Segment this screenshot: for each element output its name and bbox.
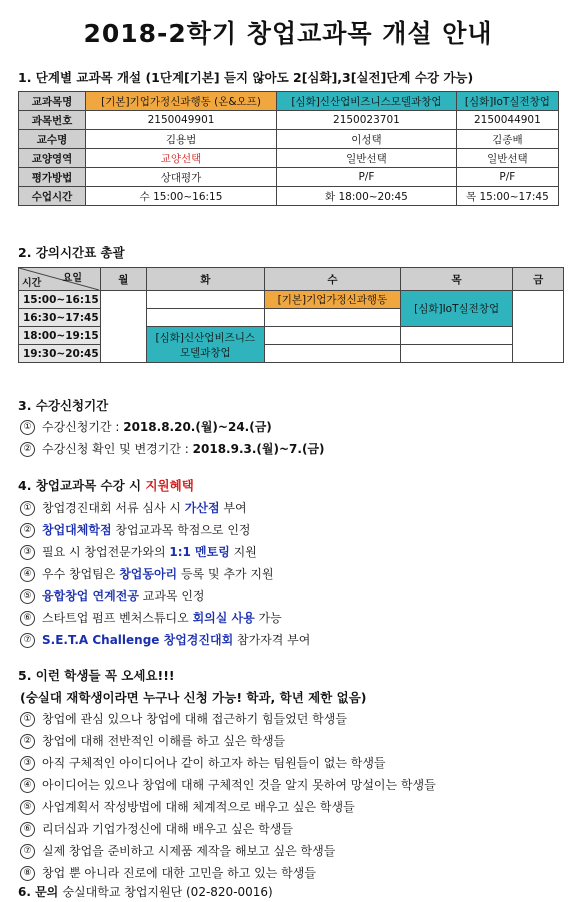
- course-line: [심화]신산업비즈니스: [155, 331, 256, 344]
- table-cell: 교양선택: [86, 149, 277, 168]
- item-text: 스타트업 펌프 벤처스튜디오: [42, 611, 193, 625]
- table-cell: 목 15:00~17:45: [456, 187, 558, 206]
- timetable-corner: [19, 268, 101, 291]
- table-row: [19, 168, 559, 187]
- section3-heading: 3. 수강신청기간: [18, 398, 109, 413]
- thursday-course: [심화]IoT실전창업: [400, 291, 512, 327]
- table-row: [19, 268, 564, 291]
- item-text: 실제 창업을 준비하고 시제품 제작을 해보고 싶은 학생들: [42, 844, 336, 858]
- item-number: ①: [20, 420, 35, 435]
- item-number: ⑦: [20, 844, 35, 859]
- row-label: 수업시간: [19, 187, 86, 206]
- list-item: [20, 587, 205, 604]
- item-highlight: 창업동아리: [119, 567, 178, 581]
- table-cell: 일반선택: [277, 149, 457, 168]
- day-header: 화: [146, 268, 264, 291]
- list-item: [20, 710, 347, 727]
- list-item: [20, 631, 310, 648]
- list-item: [20, 732, 285, 749]
- day-header: 월: [100, 268, 146, 291]
- monday-cell: [100, 291, 146, 363]
- item-number: ④: [20, 778, 35, 793]
- row-label: 과목번호: [19, 111, 86, 130]
- section4-heading: [18, 476, 194, 494]
- item-text: 교과목 인정: [138, 589, 205, 603]
- list-item: [20, 609, 282, 626]
- table-cell: 2150044901: [456, 111, 558, 130]
- row-label: 교과목명: [19, 92, 86, 111]
- item-number: ④: [20, 567, 35, 582]
- table-cell: 상대평가: [86, 168, 277, 187]
- table-cell: 2150049901: [86, 111, 277, 130]
- day-header: 금: [513, 268, 564, 291]
- list-item: [20, 565, 274, 582]
- item-text: 지원: [229, 545, 257, 559]
- table-row: [19, 187, 559, 206]
- course-name-cell: [심화]IoT실전창업: [456, 92, 558, 111]
- time-slot-label: 18:00~19:15: [19, 327, 101, 345]
- contact-info: 숭실대학교 창업지원단 (02-820-0016): [62, 885, 273, 899]
- item-text: 참가자격 부여: [233, 633, 311, 647]
- row-label: 교양영역: [19, 149, 86, 168]
- wednesday-cell: [264, 345, 400, 363]
- heading-text: 6. 문의: [18, 885, 63, 899]
- table-row: [19, 92, 559, 111]
- item-number: ①: [20, 501, 35, 516]
- list-item: [20, 521, 251, 538]
- row-label: 교수명: [19, 130, 86, 149]
- tuesday-cell: [146, 309, 264, 327]
- table-cell: P/F: [277, 168, 457, 187]
- item-highlight: S.E.T.A Challenge 창업경진대회: [42, 633, 234, 647]
- item-highlight: 융합창업 연계전공: [42, 589, 139, 603]
- course-name-cell: [기본]기업가정신과행동 (온&오프): [86, 92, 277, 111]
- thursday-cell: [400, 345, 512, 363]
- item-highlight: 가산점: [184, 501, 220, 515]
- item-label: 수강신청 확인 및 변경기간 :: [42, 442, 193, 456]
- item-text: 창업에 대해 전반적인 이해를 하고 싶은 학생들: [42, 734, 286, 748]
- item-number: ⑤: [20, 800, 35, 815]
- section5-subheading: (숭실대 재학생이라면 누구나 신청 가능! 학과, 학년 제한 없음): [20, 690, 367, 705]
- item-highlight: 회의실 사용: [192, 611, 255, 625]
- day-header: 목: [400, 268, 512, 291]
- table-cell: 수 15:00~16:15: [86, 187, 277, 206]
- day-header: 수: [264, 268, 400, 291]
- list-item: [20, 754, 386, 771]
- list-item: [20, 440, 325, 457]
- table-cell: 김용범: [86, 130, 277, 149]
- time-slot-label: 15:00~16:15: [19, 291, 101, 309]
- item-text: 창업경진대회 서류 심사 시: [42, 501, 185, 515]
- time-slot-label: 19:30~20:45: [19, 345, 101, 363]
- item-number: ②: [20, 442, 35, 457]
- table-cell: 화 18:00~20:45: [277, 187, 457, 206]
- item-value: 2018.9.3.(월)~7.(금): [192, 442, 325, 456]
- wednesday-cell: [264, 327, 400, 345]
- table-cell: 이성택: [277, 130, 457, 149]
- list-item: [20, 820, 293, 837]
- table-cell: 김종배: [456, 130, 558, 149]
- item-text: 사업계획서 작성방법에 대해 체계적으로 배우고 싶은 학생들: [42, 800, 355, 814]
- item-number: ③: [20, 545, 35, 560]
- list-item: [20, 798, 355, 815]
- course-name-cell: [심화]신산업비즈니스모델과창업: [277, 92, 457, 111]
- table-cell: 일반선택: [456, 149, 558, 168]
- item-highlight: 창업대체학점: [42, 523, 112, 537]
- table-row: [19, 149, 559, 168]
- section5-heading: 5. 이런 학생들 꼭 오세요!!!: [18, 668, 175, 683]
- list-item: [20, 418, 272, 435]
- item-text: 창업에 관심 있으나 창업에 대해 접근하기 힘들었던 학생들: [42, 712, 347, 726]
- heading-highlight: 지원혜택: [145, 478, 194, 493]
- section1-heading: 1. 단계별 교과목 개설 (1단계[기본] 듣지 않아도 2[심화],3[실전]단계 수강 가능): [18, 70, 474, 85]
- tuesday-course: [146, 327, 264, 363]
- item-text: 필요 시 창업전문가와의: [42, 545, 170, 559]
- friday-cell: [513, 291, 564, 363]
- item-number: ⑥: [20, 822, 35, 837]
- tuesday-cell: [146, 291, 264, 309]
- time-slot-label: 16:30~17:45: [19, 309, 101, 327]
- list-item: [20, 776, 436, 793]
- item-text: 리더십과 기업가정신에 대해 배우고 싶은 학생들: [42, 822, 293, 836]
- heading-text: 4. 창업교과목 수강 시: [18, 478, 146, 493]
- corner-day-label: 요일: [62, 273, 82, 284]
- timetable: [18, 267, 564, 363]
- item-text: 부여: [219, 501, 247, 515]
- row-label: 평가방법: [19, 168, 86, 187]
- item-text: 등록 및 추가 지원: [177, 567, 274, 581]
- corner-time-label: 시간: [22, 278, 42, 289]
- item-text: 아이디어는 있으나 창업에 대해 구체적인 것을 알지 못하여 망설이는 학생들: [42, 778, 436, 792]
- list-item: [20, 842, 335, 859]
- item-number: ②: [20, 734, 35, 749]
- list-item: [20, 864, 316, 881]
- page-title: 2018-2학기 창업교과목 개설 안내: [83, 19, 493, 48]
- list-item: [20, 543, 257, 560]
- wednesday-cell: [264, 309, 400, 327]
- item-text: 아직 구체적인 아이디어나 같이 하고자 하는 팀원들이 없는 학생들: [42, 756, 386, 770]
- item-number: ⑦: [20, 633, 35, 648]
- item-text: 가능: [254, 611, 282, 625]
- table-row: [19, 345, 564, 363]
- item-text: 창업교과목 학점으로 인정: [111, 523, 251, 537]
- item-number: ②: [20, 523, 35, 538]
- item-number: ①: [20, 712, 35, 727]
- item-text: 우수 창업팀은: [42, 567, 120, 581]
- section6-heading: [18, 883, 273, 900]
- table-row: [19, 291, 564, 309]
- table-cell: 2150023701: [277, 111, 457, 130]
- wednesday-course: [기본]기업가정신과행동: [264, 291, 400, 309]
- item-number: ⑧: [20, 866, 35, 881]
- table-row: [19, 130, 559, 149]
- item-number: ③: [20, 756, 35, 771]
- item-highlight: 1:1 멘토링: [169, 545, 230, 559]
- table-row: [19, 327, 564, 345]
- course-table: [18, 91, 559, 206]
- table-row: [19, 111, 559, 130]
- thursday-cell: [400, 327, 512, 345]
- item-number: ⑥: [20, 611, 35, 626]
- list-item: [20, 499, 247, 516]
- item-value: 2018.8.20.(월)~24.(금): [123, 420, 272, 434]
- course-line: 모델과창업: [179, 346, 231, 359]
- item-text: 창업 뿐 아니라 진로에 대한 고민을 하고 있는 학생들: [42, 866, 316, 880]
- item-label: 수강신청기간 :: [42, 420, 124, 434]
- section2-heading: 2. 강의시간표 총괄: [18, 245, 125, 260]
- table-cell: P/F: [456, 168, 558, 187]
- item-number: ⑤: [20, 589, 35, 604]
